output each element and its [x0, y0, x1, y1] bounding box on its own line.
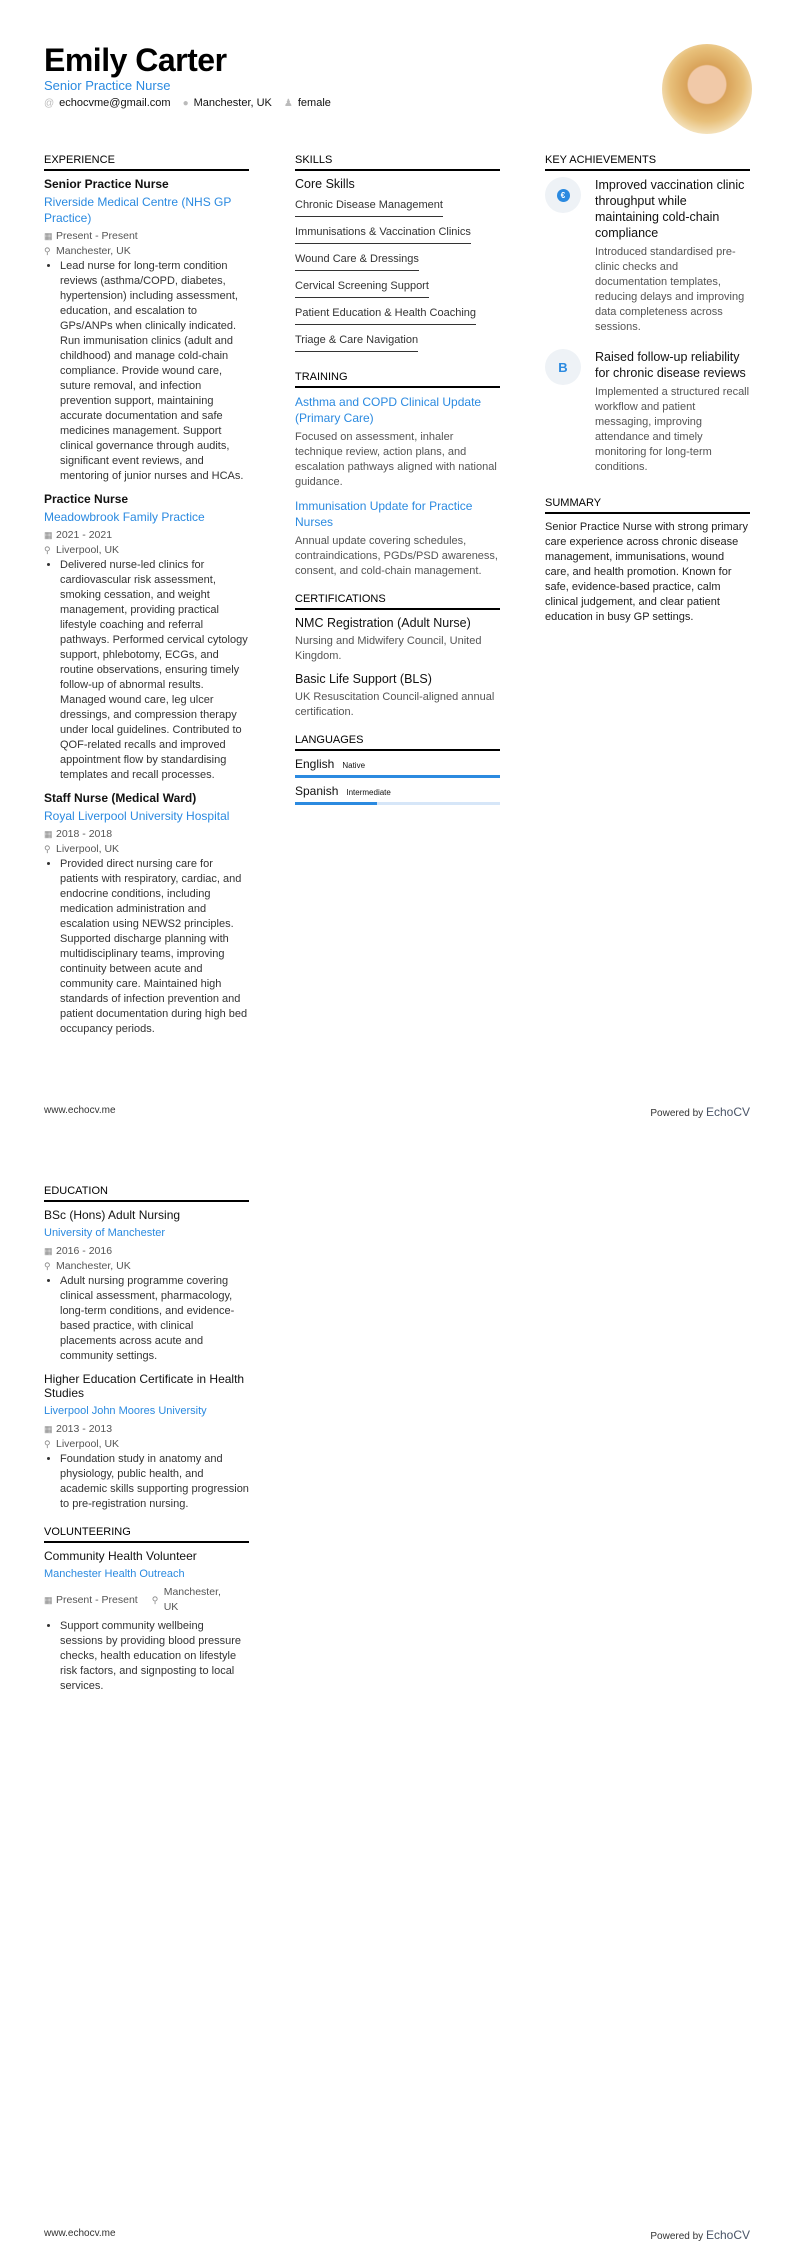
bullet: • Foundation study in anatomy and physiology, public health, and academic skills supporting progression to pre-registration nursing. — [60, 1452, 249, 1512]
section-heading: KEY ACHIEVEMENTS — [545, 154, 750, 171]
section-heading: EDUCATION — [44, 1185, 249, 1202]
section-heading: VOLUNTEERING — [44, 1526, 249, 1543]
experience-item — [44, 492, 249, 783]
location: Manchester, UK — [56, 245, 131, 257]
education-item: BSc (Hons) Adult Nursing University of Manchester ▦ 2016 - 2016 ⚲ Manchester, UK • Adult nursing programme covering clinical assessment, pharmacology, long-term conditions, and evidence-based practice, with clinical placements across acute and community settings. — [44, 1208, 249, 1364]
calendar-icon: ▦ — [44, 231, 53, 241]
language-level: Intermediate — [346, 788, 391, 797]
degree: BSc (Hons) Adult Nursing — [44, 1208, 181, 1222]
skill-item: Cervical Screening Support — [295, 276, 429, 298]
bullet: • Support community wellbeing sessions by providing blood pressure checks, health education on lifestyle risk factors, and signposting to local services. — [60, 1619, 249, 1694]
certifications-section — [295, 593, 500, 720]
job-title: Practice Nurse — [44, 492, 129, 506]
language-name: English — [295, 757, 335, 771]
location: Liverpool, UK — [56, 843, 120, 855]
school: University of Manchester — [44, 1227, 166, 1239]
summary-section — [545, 497, 750, 625]
language-level: Native — [342, 761, 366, 770]
achievement-item — [545, 177, 750, 343]
calendar-icon: ▦ — [44, 1246, 53, 1256]
brand-logo[interactable]: EchoCV — [705, 2228, 750, 2242]
language-bar-fill — [295, 775, 500, 778]
job-title: Senior Practice Nurse — [44, 177, 169, 191]
footer-site[interactable]: www.echocv.me — [44, 2228, 116, 2239]
bullet: • Provided direct nursing care for patients with respiratory, cardiac, and endocrine conditions, including medication administration and escalation using NEWS2 principles. Supported discharge planning with multidisciplinary teams, improving continuity between acute and community care. Maintained high standards of infection prevention and patient documentation during high bed occupancy periods. — [60, 857, 249, 1037]
company: Meadowbrook Family Practice — [44, 510, 205, 524]
training-section — [295, 371, 500, 579]
footer-powered: Powered by EchoCV — [650, 2228, 750, 2242]
volunteer-org: Manchester Health Outreach — [44, 1568, 185, 1580]
email[interactable]: echocvme@gmail.com — [59, 97, 171, 109]
education-section — [44, 1185, 249, 1512]
skill-item: Immunisations & Vaccination Clinics — [295, 222, 471, 244]
candidate-role: Senior Practice Nurse — [44, 78, 171, 93]
skills-section — [295, 154, 500, 357]
person-icon: ♟ — [283, 98, 293, 109]
section-heading: EXPERIENCE — [44, 154, 249, 171]
certification-name: Basic Life Support (BLS) — [295, 672, 432, 686]
experience-section — [44, 154, 249, 1045]
certification-name: NMC Registration (Adult Nurse) — [295, 616, 471, 630]
dates: Present - Present — [56, 230, 138, 242]
achievement-item — [545, 349, 750, 483]
language-bar — [295, 802, 500, 805]
brand-logo[interactable]: EchoCV — [705, 1105, 750, 1119]
bullet: • Adult nursing programme covering clinical assessment, pharmacology, long-term conditions, and evidence-based practice, with clinical placements across acute and community settings. — [60, 1274, 249, 1364]
section-heading: TRAINING — [295, 371, 500, 388]
location: Manchester, UK — [193, 97, 272, 109]
resume-page-2 — [0, 1123, 794, 2246]
skill-group-title: Core Skills — [295, 177, 355, 191]
training-desc: Focused on assessment, inhaler technique review, action plans, and escalation pathways aligned with national guidance. — [295, 431, 497, 488]
left-column — [44, 1185, 249, 1708]
dates: 2021 - 2021 — [56, 529, 113, 541]
language-bar — [295, 775, 500, 778]
section-heading: SKILLS — [295, 154, 500, 171]
skill-item: Patient Education & Health Coaching — [295, 303, 476, 325]
profile-photo — [662, 44, 752, 134]
location-pin-icon: ⚲ — [151, 1594, 159, 1605]
training-name: Asthma and COPD Clinical Update (Primary Care) — [295, 395, 482, 425]
skill-item: Triage & Care Navigation — [295, 330, 418, 352]
contact-row — [44, 97, 331, 109]
footer-site[interactable]: www.echocv.me — [44, 1105, 116, 1116]
location: Liverpool, UK — [56, 544, 120, 556]
language-name: Spanish — [295, 784, 339, 798]
calendar-icon: ▦ — [44, 530, 53, 540]
section-heading: SUMMARY — [545, 497, 750, 514]
training-desc: Annual update covering schedules, contraindications, PGDs/PSD awareness, consent, and cold-chain management. — [295, 535, 498, 577]
bullet: • Delivered nurse-led clinics for cardiovascular risk assessment, smoking cessation, and weight management, providing practical lifestyle coaching and referral pathways. Performed cervical cytology support, phlebotomy, ECGs, and routine observations, ensuring timely follow-up of abnormal results. Managed wound care, leg ulcer dressings, and compression therapy under local guidelines. Contributed to QOF-related recalls and improved appointment flow by standardising templates and recall processes. — [60, 558, 249, 783]
summary-text: Senior Practice Nurse with strong primary care experience across chronic disease management, immunisations, wound care, and health promotion. Known for safe, evidence-based practice, calm clinical judgement, and clear patient education in busy GP settings. — [545, 521, 748, 623]
section-heading: CERTIFICATIONS — [295, 593, 500, 610]
achievements-section — [545, 154, 750, 483]
candidate-name: Emily Carter — [44, 42, 227, 78]
location-pin-icon: ⚲ — [44, 844, 51, 854]
skill-item: Wound Care & Dressings — [295, 249, 419, 271]
company: Royal Liverpool University Hospital — [44, 809, 230, 823]
section-heading: LANGUAGES — [295, 734, 500, 751]
certification-desc: UK Resuscitation Council-aligned annual certification. — [295, 691, 495, 718]
achievement-title: Raised follow-up reliability for chronic disease reviews — [595, 350, 746, 380]
certification-desc: Nursing and Midwifery Council, United Kingdom. — [295, 635, 482, 662]
achievement-desc: Implemented a structured recall workflow and patient messaging, improving attendance and timely monitoring for long-term conditions. — [595, 386, 750, 473]
achievement-desc: Introduced standardised pre-clinic checks and documentation templates, reducing delays and improving data completeness across sessions. — [595, 246, 745, 333]
euro-icon: € — [545, 177, 581, 213]
bullet: • Lead nurse for long-term condition reviews (asthma/COPD, diabetes, hypertension) including assessment, education, and escalation to GPs/ANPs when clinically indicated. Run immunisation clinics (adult and childhood) and manage cold-chain compliance. Provide wound care, suture removal, and infection prevention support, maintaining accurate documentation and safe medicines management. Support clinical governance through audits, significant event reviews, and mentoring of junior nurses and HCAs. — [60, 259, 249, 484]
letter-b-icon: B — [545, 349, 581, 385]
company: Riverside Medical Centre (NHS GP Practice) — [44, 195, 232, 225]
location-pin-icon: ⚲ — [44, 545, 51, 555]
volunteering-section: VOLUNTEERING Community Health Volunteer Manchester Health Outreach ▦ Present - Present ⚲ Manchester, UK • Support community wellbeing sessions by providing blood pressure checks, health education on lifestyle risk factors, and signposting to local services. — [44, 1526, 249, 1694]
training-name: Immunisation Update for Practice Nurses — [295, 499, 473, 529]
gender: female — [297, 97, 331, 109]
education-item: Higher Education Certificate in Health Studies Liverpool John Moores University ▦ 2013 - 2013 ⚲ Liverpool, UK • Foundation study in anatomy and physiology, public health, and academic skills supporting progression to pre-registration nursing. — [44, 1372, 249, 1512]
school: Liverpool John Moores University — [44, 1405, 207, 1417]
calendar-icon: ▦ — [44, 1424, 53, 1434]
footer-powered: Powered by EchoCV — [650, 1105, 750, 1119]
location-pin-icon: ⚲ — [44, 1439, 51, 1449]
location-pin-icon: ⚲ — [44, 246, 51, 256]
location-icon: ● — [182, 98, 189, 109]
languages-section — [295, 734, 500, 805]
experience-item — [44, 791, 249, 1037]
middle-column — [295, 154, 500, 819]
experience-item — [44, 177, 249, 484]
degree: Higher Education Certificate in Health Studies — [44, 1372, 245, 1400]
skill-item: Chronic Disease Management — [295, 195, 443, 217]
achievement-title: Improved vaccination clinic throughput while maintaining cold-chain compliance — [595, 178, 745, 240]
email-icon: @ — [44, 98, 55, 109]
job-title: Staff Nurse (Medical Ward) — [44, 791, 197, 805]
calendar-icon: ▦ — [44, 1594, 53, 1605]
calendar-icon: ▦ — [44, 829, 53, 839]
language-bar-fill — [295, 802, 377, 805]
location-pin-icon: ⚲ — [44, 1261, 51, 1271]
dates: 2018 - 2018 — [56, 828, 113, 840]
volunteer-role: Community Health Volunteer — [44, 1549, 197, 1563]
right-column — [545, 154, 750, 639]
